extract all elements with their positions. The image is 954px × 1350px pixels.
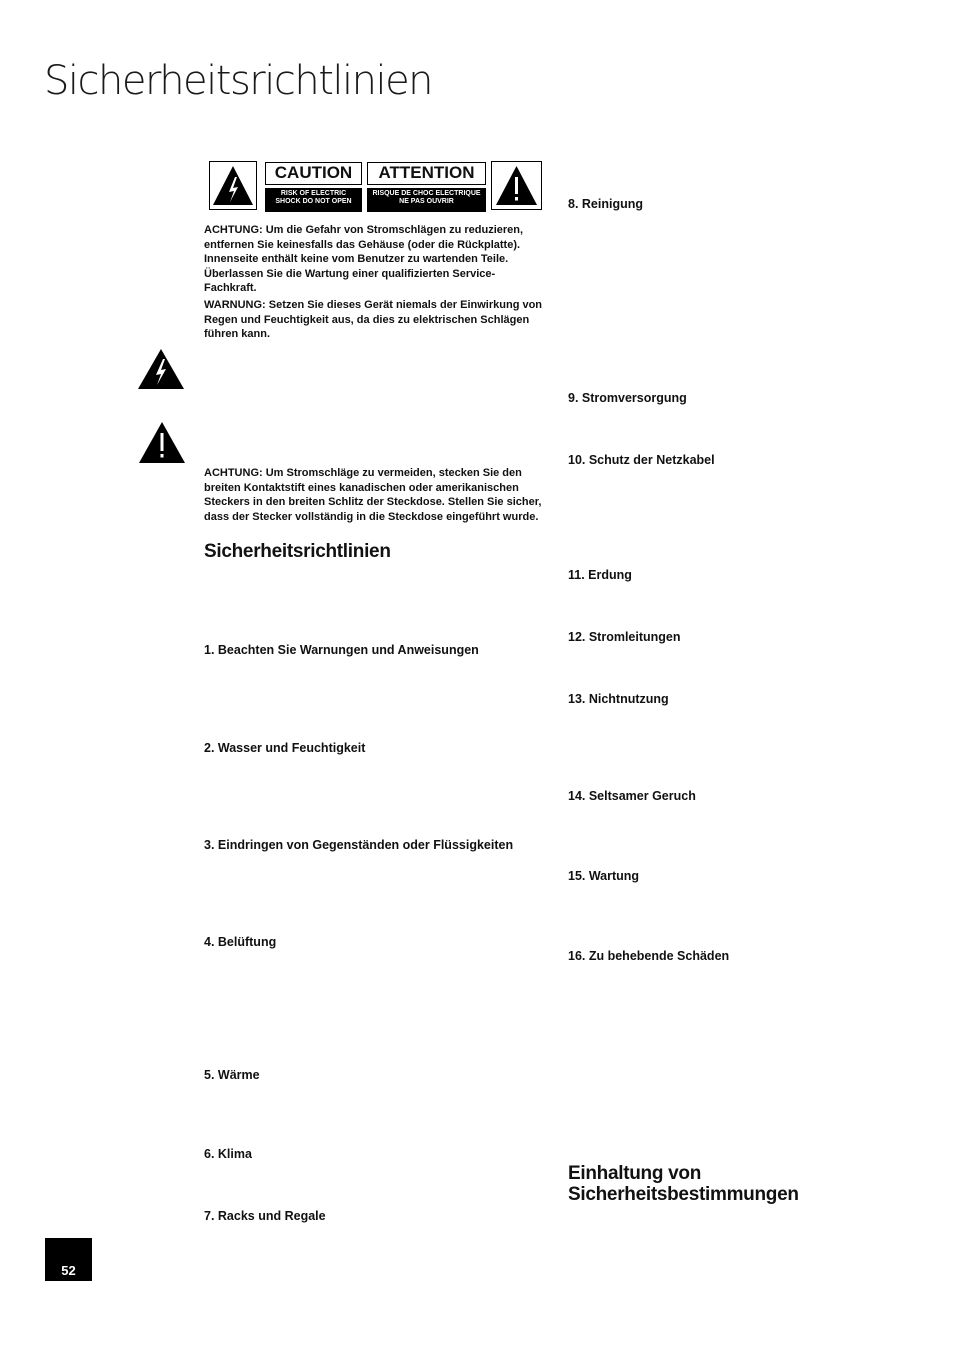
item-14-heading: 14. Seltsamer Geruch [568, 789, 696, 803]
lightning-symbol [137, 348, 185, 395]
attention-subtext [367, 188, 486, 212]
item-15-heading: 15. Wartung [568, 869, 640, 883]
page-number: 52 [61, 1263, 76, 1278]
item-10-heading: 10. Schutz der Netzkabel [568, 453, 715, 467]
caution-subtext-line-2: SHOCK DO NOT OPEN [275, 198, 352, 205]
item-1-heading: 1. Beachten Sie Warnungen und Anweisungen [204, 643, 479, 657]
item-9-heading: 9. Stromversorgung [568, 391, 687, 405]
caution-subtext-line-1: RISK OF ELECTRIC [280, 190, 347, 197]
item-6-heading: 6. Klima [204, 1147, 252, 1161]
section-heading-compliance-line-2: Sicherheitsbestimmungen [568, 1184, 799, 1205]
item-12-heading: 12. Stromleitungen [568, 630, 681, 644]
page-number-box [45, 1238, 92, 1281]
achtung-paragraph-2: ACHTUNG: Um Stromschläge zu vermeiden, stecken Sie den breiten Kontaktstift eines kanadischen oder amerikanischen Steckers in den breiten Schlitz der Steckdose. Stellen Sie sicher, dass der Stecker vollständig in die Steckdose eingeführt wurde. [204, 467, 542, 523]
item-3-heading: 3. Eindringen von Gegenständen oder Flüssigkeiten [204, 838, 514, 852]
section-heading-compliance-line-1: Einhaltung von [568, 1163, 702, 1184]
item-11-heading: 11. Erdung [568, 568, 632, 582]
section-heading-compliance [568, 1163, 799, 1205]
warning-label-exclamation-box [491, 161, 542, 210]
caution-subtext [265, 188, 362, 212]
item-5-heading: 5. Wärme [204, 1068, 260, 1082]
item-13-heading: 13. Nichtnutzung [568, 692, 669, 706]
lightning-triangle-icon [137, 348, 185, 390]
lightning-triangle-icon [210, 162, 256, 209]
item-7-heading: 7. Racks und Regale [204, 1209, 326, 1223]
attention-label: ATTENTION [378, 163, 475, 182]
item-16-heading: 16. Zu behebende Schäden [568, 949, 730, 963]
attention-subtext-line-1: RISQUE DE CHOC ELECTRIQUE [372, 190, 481, 197]
caution-box [265, 162, 362, 185]
achtung-paragraph-1: ACHTUNG: Um die Gefahr von Stromschlägen zu reduzieren, entfernen Sie keinesfalls das Gehäuse (oder die Rückplatte). Innenseite enthält keine vom Benutzer zu wartenden Teile. Überlassen Sie die Wartung einer qualifizierten Service-Fachkraft. [204, 224, 524, 294]
page-title: Sicherheitsrichtlinien [44, 58, 433, 104]
attention-box [367, 162, 486, 185]
attention-subtext-line-2: NE PAS OUVRIR [399, 198, 454, 205]
exclamation-symbol [138, 421, 186, 469]
warning-label-lightning-box [209, 161, 257, 210]
exclamation-triangle-icon [138, 421, 186, 464]
item-8-heading: 8. Reinigung [568, 197, 643, 211]
item-2-heading: 2. Wasser und Feuchtigkeit [204, 741, 366, 755]
exclamation-triangle-icon [492, 162, 541, 209]
warnung-paragraph: WARNUNG: Setzen Sie dieses Gerät niemals der Einwirkung von Regen und Feuchtigkeit aus, da dies zu elektrischen Schlägen führen kann. [204, 299, 543, 340]
section-heading-safety: Sicherheitsrichtlinien [204, 541, 391, 562]
caution-label: CAUTION [274, 163, 353, 182]
item-4-heading: 4. Belüftung [204, 935, 277, 949]
